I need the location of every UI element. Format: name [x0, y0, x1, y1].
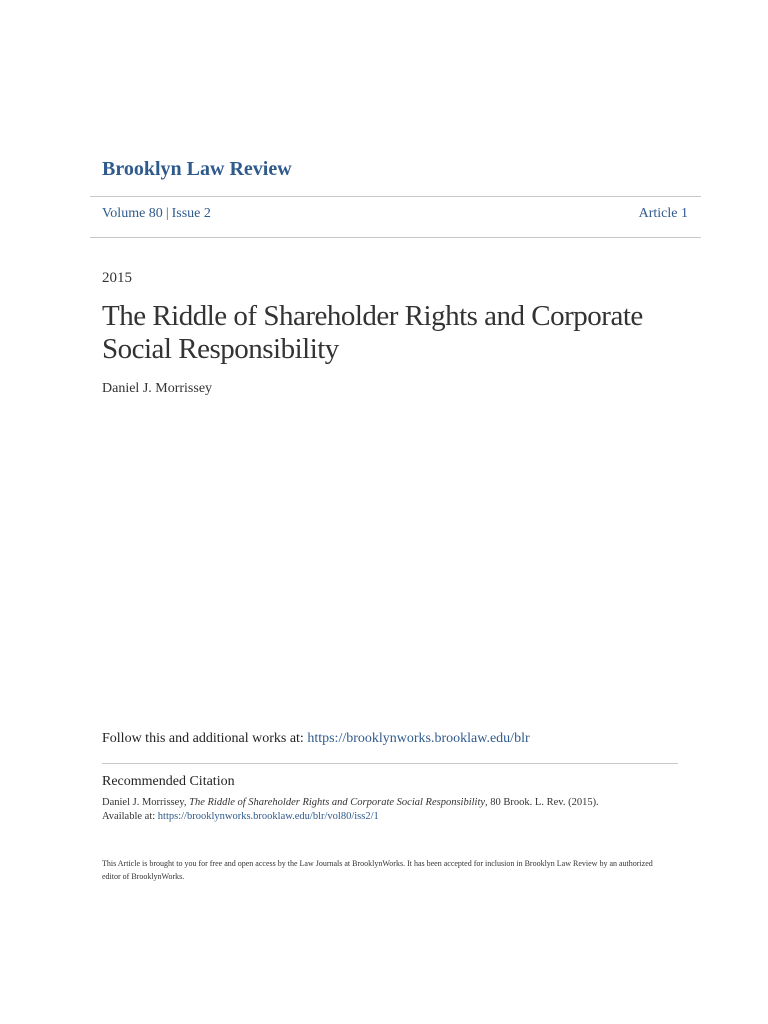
- citation-title: The Riddle of Shareholder Rights and Corporate Social Responsibility: [189, 797, 486, 808]
- citation-rest: , 80 Brook. L. Rev. (2015).: [485, 797, 599, 808]
- follow-text: Follow this and additional works at:: [102, 731, 308, 746]
- divider-top: [90, 196, 701, 197]
- available-link[interactable]: https://brooklynworks.brooklaw.edu/blr/vol80/iss2/1: [157, 811, 379, 822]
- volume-issue-separator: |: [165, 206, 169, 221]
- follow-line: [102, 731, 530, 747]
- issue-link[interactable]: Issue 2: [171, 206, 211, 221]
- recommended-citation-heading: Recommended Citation: [102, 774, 235, 789]
- author-name: Daniel J. Morrissey: [102, 381, 213, 396]
- citation-availability: [102, 810, 662, 824]
- divider-bottom: [90, 237, 701, 238]
- volume-issue: [102, 206, 211, 222]
- article-title: The Riddle of Shareholder Rights and Corporate Social Responsibility: [102, 300, 643, 365]
- citation-divider: [102, 763, 678, 764]
- citation-text: [102, 796, 662, 810]
- journal-title[interactable]: Brooklyn Law Review: [102, 158, 292, 180]
- publication-year: 2015: [102, 270, 132, 286]
- volume-link[interactable]: Volume 80: [102, 206, 163, 221]
- article-link[interactable]: Article 1: [638, 206, 688, 221]
- access-note: This Article is brought to you for free and open access by the Law Journals at BrooklynWorks. It has been accepted for inclusion in Brooklyn Law Review by an authorized editor of BrooklynWorks.: [102, 859, 653, 881]
- available-label: Available at:: [102, 811, 158, 822]
- citation-author: Daniel J. Morrissey,: [102, 797, 190, 808]
- citation-block: [102, 796, 662, 824]
- follow-link[interactable]: https://brooklynworks.brooklaw.edu/blr: [307, 731, 530, 746]
